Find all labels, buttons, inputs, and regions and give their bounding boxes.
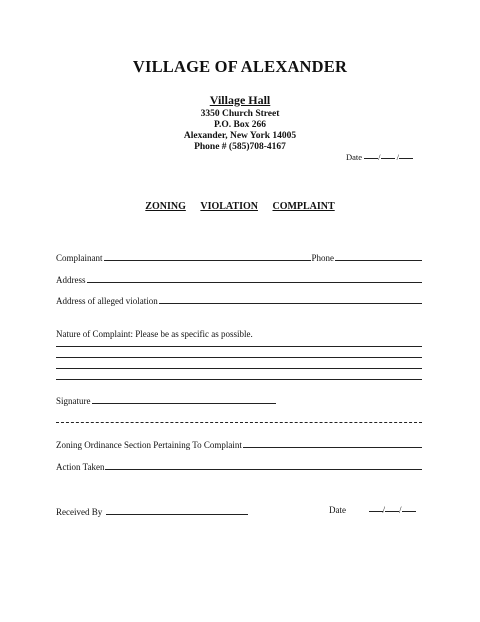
po-box: P.O. Box 266 <box>214 120 266 130</box>
date-field-top[interactable] <box>346 152 413 162</box>
date-separator: / <box>396 152 400 162</box>
ordinance-row[interactable] <box>56 438 422 450</box>
date-field-bottom[interactable] <box>329 505 416 515</box>
nature-line[interactable] <box>56 368 422 369</box>
complainant-label: Complainant <box>56 253 103 263</box>
received-by-label: Received By <box>56 507 103 517</box>
address-row[interactable] <box>56 273 422 285</box>
subject-word-violation: VIOLATION <box>200 201 258 212</box>
signature-field[interactable] <box>92 403 277 404</box>
address-field[interactable] <box>87 282 423 283</box>
section-divider <box>56 422 422 423</box>
phone-field[interactable] <box>335 260 422 261</box>
action-field[interactable] <box>105 469 422 470</box>
signature-row[interactable] <box>56 394 276 406</box>
city-state-zip: Alexander, New York 14005 <box>183 131 297 141</box>
nature-line[interactable] <box>56 379 422 380</box>
phone-number: Phone # (585)708-4167 <box>194 142 286 152</box>
violation-address-row[interactable] <box>56 294 422 306</box>
date-separator: / <box>378 152 381 162</box>
action-row[interactable] <box>56 460 422 472</box>
nature-line[interactable] <box>56 346 422 347</box>
violation-address-label: Address of alleged violation <box>56 296 158 306</box>
date-label: Date <box>329 505 346 515</box>
violation-address-field[interactable] <box>159 303 422 304</box>
complainant-row[interactable] <box>56 251 422 263</box>
form-subject <box>0 201 480 212</box>
nature-line[interactable] <box>56 357 422 358</box>
office-name: Village Hall <box>209 93 271 107</box>
received-by-row[interactable] <box>56 505 248 517</box>
nature-label: Nature of Complaint: Please be as specific as possible. <box>56 329 253 339</box>
subject-word-zoning: ZONING <box>145 201 186 212</box>
ordinance-label: Zoning Ordinance Section Pertaining To Complaint <box>56 440 242 450</box>
date-separator: / <box>382 505 386 515</box>
address-label: Address <box>56 275 86 285</box>
signature-label: Signature <box>56 396 91 406</box>
street-address: 3350 Church Street <box>200 109 280 119</box>
date-label: Date <box>346 152 363 162</box>
received-by-field[interactable] <box>106 514 248 515</box>
date-separator: / <box>399 505 402 515</box>
phone-label: Phone <box>311 253 334 263</box>
complainant-field[interactable] <box>104 260 311 261</box>
ordinance-field[interactable] <box>243 447 422 448</box>
form-title: VILLAGE OF ALEXANDER <box>132 57 348 76</box>
action-label: Action Taken <box>56 462 105 472</box>
subject-word-complaint: COMPLAINT <box>272 201 335 212</box>
